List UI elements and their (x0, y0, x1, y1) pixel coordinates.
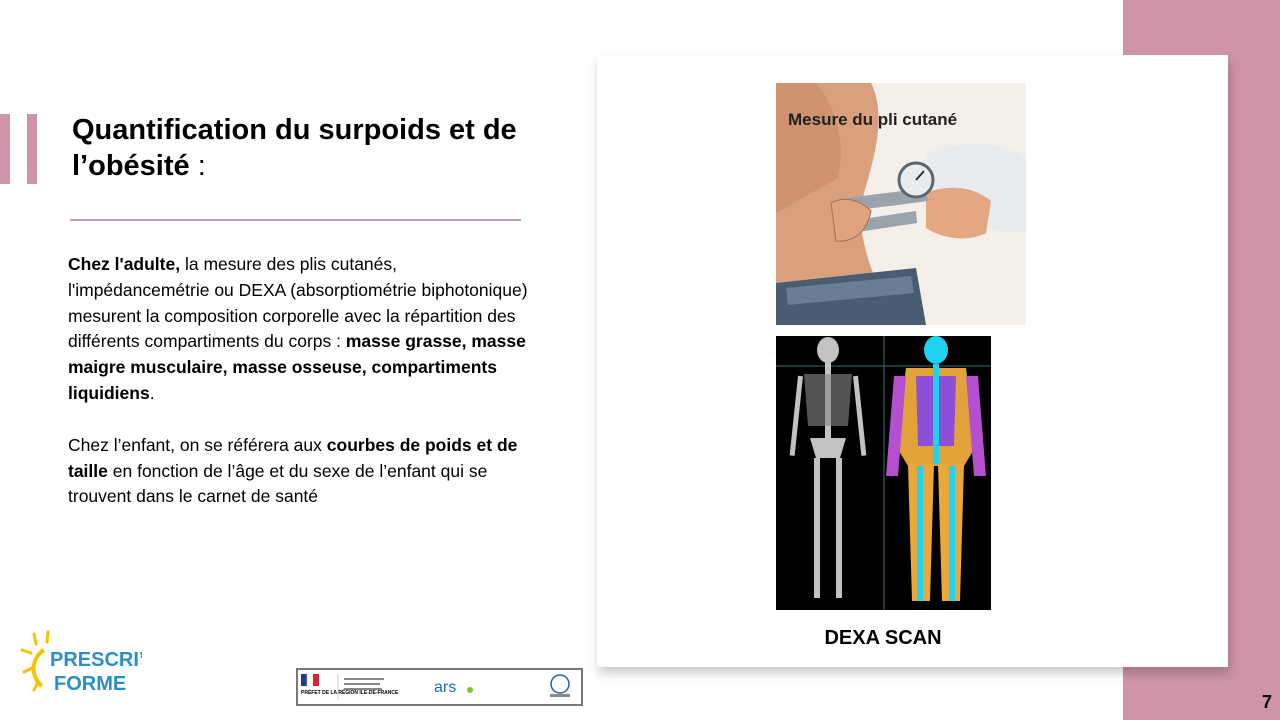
ars-text: ars (434, 679, 457, 696)
adult-paragraph (68, 252, 528, 407)
title-colon: : (197, 150, 206, 182)
accent-bar-right (27, 114, 37, 184)
dexa-caption: DEXA SCAN (824, 627, 942, 649)
title-text: Quantification du surpoids et de l’obésité (72, 114, 517, 182)
child-paragraph (68, 433, 528, 510)
skinfold-photo (776, 83, 1026, 325)
partner-logos-strip (296, 668, 583, 706)
page-number: 7 (1262, 692, 1273, 712)
adult-text: la mesure des plis cutanés, l'impédancemétrie ou DEXA (absorptiométrie biphotonique) mesurent la composition corporelle avec la répartition des différents compartiments du corps : (68, 254, 528, 352)
adult-lead: Chez l'adulte, (68, 254, 181, 274)
prescriforme-logo (20, 628, 142, 708)
child-text-1: Chez l’enfant, on se référera aux (68, 434, 327, 455)
image-card (597, 55, 1228, 667)
child-curves: courbes de poids et de taille (68, 434, 518, 481)
accent-bar-left (0, 114, 10, 184)
prescri-text: PRESCRI’ (50, 649, 142, 671)
forme-text: FORME (54, 673, 127, 695)
child-text-2: en fonction de l’âge et du sexe de l’enfant qui se trouvent dans le carnet de santé (68, 460, 488, 507)
prefet-text: PRÉFET DE LA RÉGION ÎLE-DE-FRANCE (301, 690, 399, 696)
body-text (68, 252, 528, 510)
skinfold-label: Mesure du pli cutané (788, 110, 958, 129)
title-divider (70, 219, 521, 221)
adult-compartments: masse grasse, masse maigre musculaire, masse osseuse, compartiments liquidiens (68, 331, 526, 403)
adult-end: . (149, 382, 155, 403)
dexa-scan-image (776, 336, 991, 610)
slide-title (72, 112, 532, 184)
